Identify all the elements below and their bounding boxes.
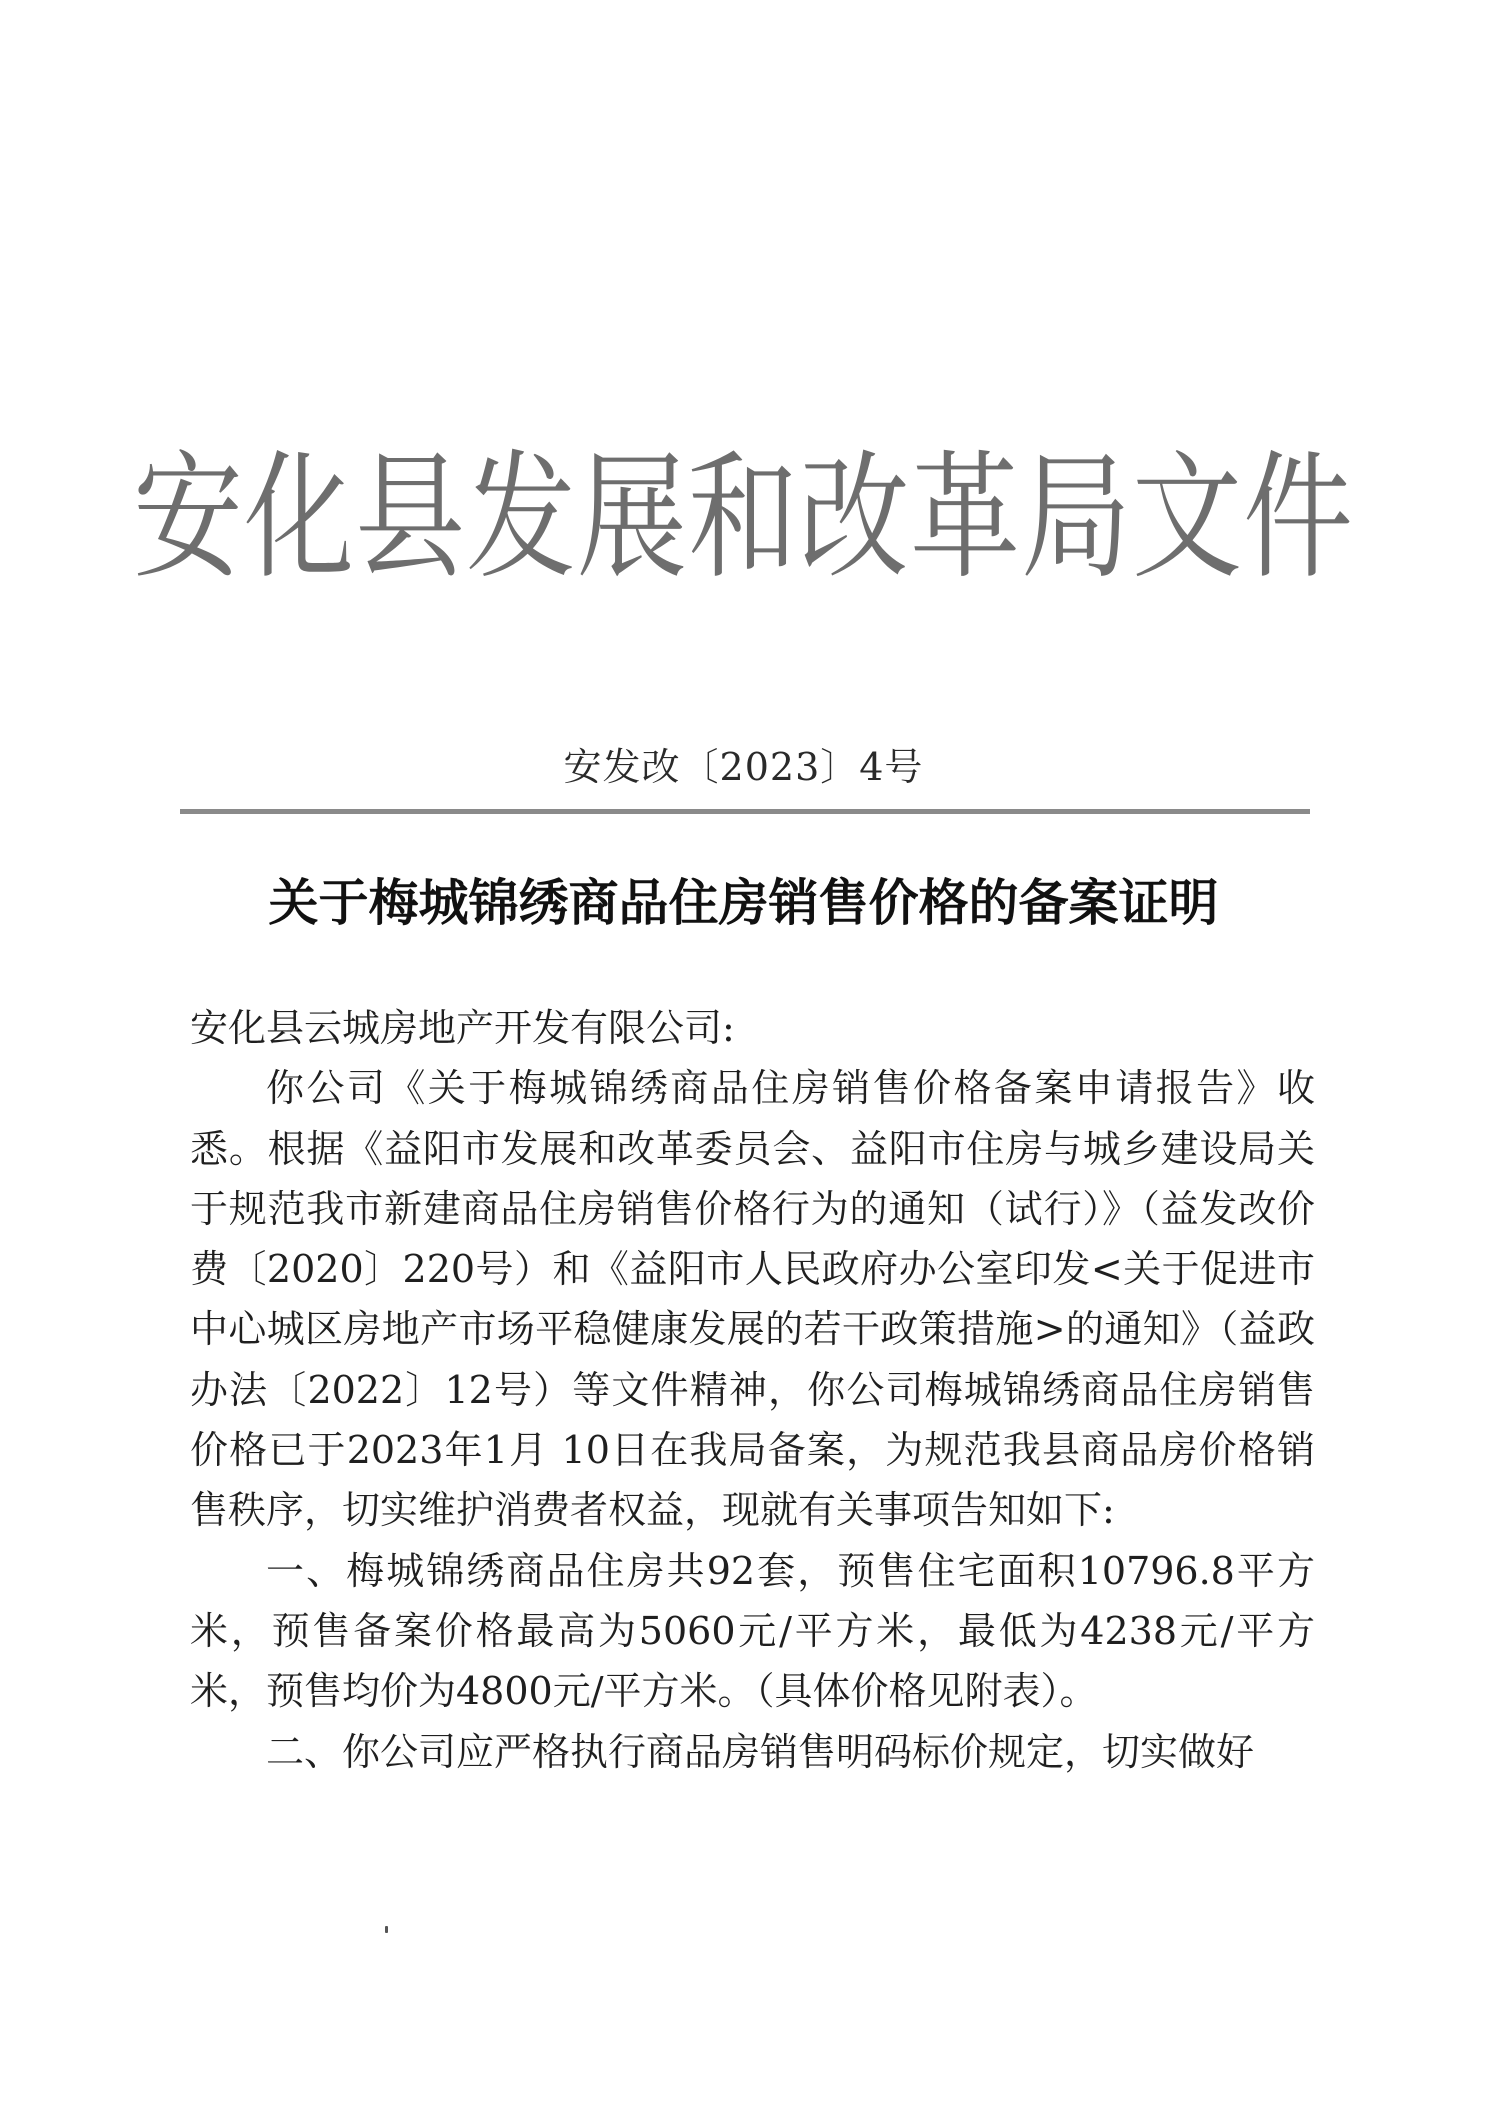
header-divider [180,809,1310,814]
addressee: 安化县云城房地产开发有限公司: [190,1006,735,1050]
document-subject: 关于梅城锦绣商品住房销售价格的备案证明 [268,874,1219,932]
body-paragraph-2: 一、梅城锦绣商品住房共92套，预售住宅面积10796.8平方米，预售备案价格最高为5060元/平方米，最低为4238元/平方米，预售均价为4800元/平方米。（具体价格见附表）。 [190,1548,1315,1714]
body-paragraph-1: 你公司《关于梅城锦绣商品住房销售价格备案申请报告》收悉。根据《益阳市发展和改革委员会、益阳市住房与城乡建设局关于规范我市新建商品住房销售价格行为的通知（试行）》（益发改价费〔2020〕220号）和《益阳市人民政府办公室印发<关于促进市中心城区房地产市场平稳健康发展的若干政策措施>的通知》（益政办法〔2022〕12号）等文件精神，你公司梅城锦绣商品住房销售价格已于2023年1月 10日在我局备案，为规范我县商品房价格销售秩序，切实维护消费者权益，现就有关事项告知如下: [190,1066,1315,1533]
scan-speck [385,1926,388,1933]
document-number: 安发改〔2023〕4号 [563,745,924,789]
document-body [190,998,1315,1782]
body-paragraph-3: 二、你公司应严格执行商品房销售明码标价规定，切实做好 [266,1729,1255,1774]
issuer-title: 安化县发展和改革局文件 [133,437,1354,598]
